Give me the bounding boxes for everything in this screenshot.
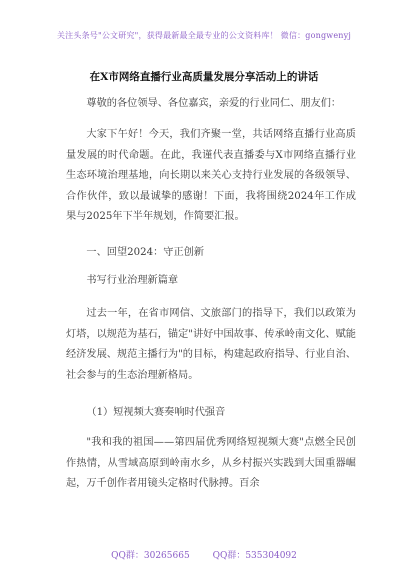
subsection-heading: （1）短视频大赛奏响时代强音 xyxy=(86,407,226,418)
subsection-body-paragraph: "我和我的祖国——第四届优秀网络短视频大赛"点燃全民创作热情，从雪域高原到岭南水乡，从乡村振兴实践到大国重器崛起，万千创作者用镜头定格时代脉搏。百余 xyxy=(66,437,356,490)
document-title: 在X市网络直播行业高质量发展分享活动上的讲话 xyxy=(89,71,319,83)
greeting-paragraph: 尊敬的各位领导、各位嘉宾，亲爱的行业同仁、朋友们： xyxy=(86,98,342,109)
section-heading: 一、回望2024：守正创新 xyxy=(86,247,205,258)
section-body-paragraph: 过去一年，在省市网信、文旅部门的指导下，我们以政策为灯塔，以规范为基石，锚定"讲好中国故事、传承岭南文化、赋能经济发展、规范主播行为"的目标，构建起政府指导、行业自治、社会参与的生态治理新格局。 xyxy=(66,308,356,381)
footer xyxy=(0,548,408,561)
section-subheading: 书写行业治理新篇章 xyxy=(86,275,179,286)
footer-qq-group-2: QQ群：535304092 xyxy=(212,551,297,561)
header-banner: 关注头条号"公文研究"，获得最新最全最专业的公文资料库！ 微信：gongwenyj xyxy=(56,31,352,40)
opening-paragraph: 大家下午好！今天，我们齐聚一堂，共话网络直播行业高质量发展的时代命题。在此，我谨代表直播委与X市网络直播行业生态环境治理基地，向长期以来关心支持行业发展的各级领导、合作伙伴，致以最诚挚的感谢！下面，我将围绕2024年工作成果与2025年下半年规划，作简要汇报。 xyxy=(66,129,356,223)
footer-qq-group-1: QQ群：30265665 xyxy=(111,551,190,561)
